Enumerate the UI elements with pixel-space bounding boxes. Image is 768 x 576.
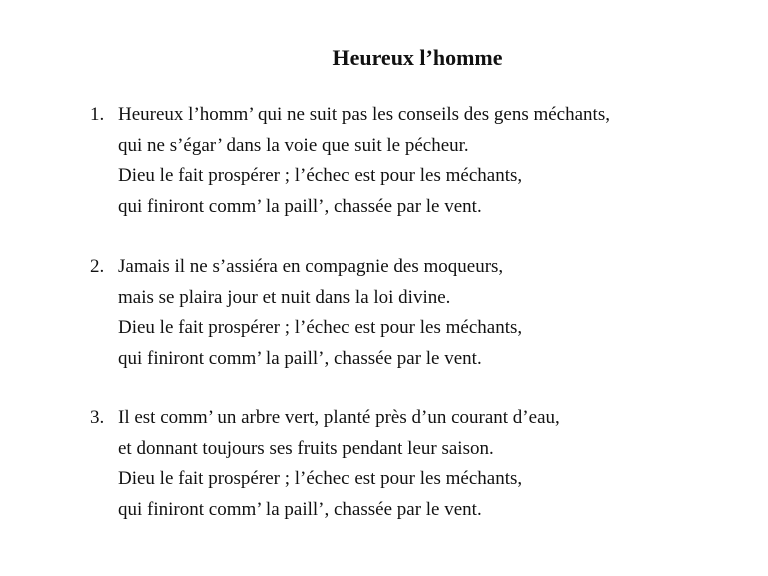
stanza-number: 1. xyxy=(90,104,105,125)
stanza-line: qui finiront comm’ la paill’, chassée par le vent. xyxy=(118,498,482,520)
stanza-line: Dieu le fait prospérer ; l’échec est pour les méchants, xyxy=(118,317,523,338)
stanza-2 xyxy=(90,252,750,374)
stanza-line: et donnant toujours ses fruits pendant leur saison. xyxy=(118,437,494,459)
stanza-number: 2. xyxy=(90,256,105,277)
stanza-line: qui finiront comm’ la paill’, chassée par le vent. xyxy=(118,347,482,369)
stanza-line: qui finiront comm’ la paill’, chassée par le vent. xyxy=(118,195,482,217)
stanza-line: Dieu le fait prospérer ; l’échec est pour les méchants, xyxy=(118,468,523,489)
stanza-3 xyxy=(90,403,750,525)
stanza-number: 3. xyxy=(90,407,105,428)
stanza-line: Jamais il ne s’assiéra en compagnie des moqueurs, xyxy=(118,256,504,277)
page-title: Heureux l’homme xyxy=(332,45,503,70)
stanza-line: mais se plaira jour et nuit dans la loi divine. xyxy=(118,286,451,308)
stanza-1 xyxy=(90,100,750,222)
stanza-line: Il est comm’ un arbre vert, planté près d’un courant d’eau, xyxy=(118,407,560,428)
stanza-line: Heureux l’homm’ qui ne suit pas les conseils des gens méchants, xyxy=(118,104,610,125)
stanza-line: qui ne s’égar’ dans la voie que suit le pécheur. xyxy=(118,134,469,156)
stanza-line: Dieu le fait prospérer ; l’échec est pour les méchants, xyxy=(118,165,523,186)
